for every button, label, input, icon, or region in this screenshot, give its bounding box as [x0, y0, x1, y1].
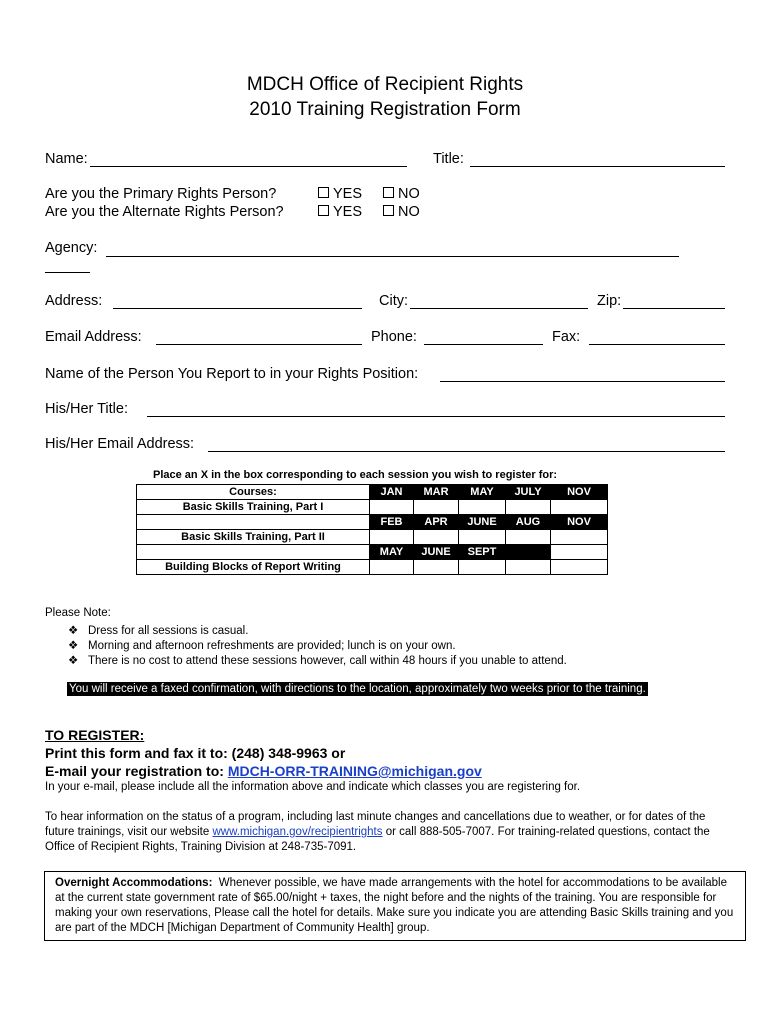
month-header: MAY — [370, 545, 414, 560]
phone-label: Phone: — [371, 329, 417, 345]
name-field[interactable] — [90, 166, 407, 167]
session-checkbox[interactable] — [459, 530, 506, 545]
month-header: JUNE — [414, 545, 459, 560]
notes-heading: Please Note: — [45, 607, 111, 619]
month-header: SEPT — [459, 545, 506, 560]
month-header: NOV — [551, 485, 608, 500]
month-header: AUG — [506, 515, 551, 530]
report-to-label: Name of the Person You Report to in your Rights Position: — [45, 366, 419, 382]
primary-question: Are you the Primary Rights Person? — [45, 186, 277, 202]
register-fax-line: Print this form and fax it to: (248) 348-9963 or — [45, 745, 346, 761]
alternate-question: Are you the Alternate Rights Person? — [45, 204, 284, 220]
spacer-cell — [137, 545, 370, 560]
session-checkbox[interactable] — [551, 500, 608, 515]
zip-field[interactable] — [623, 308, 725, 309]
city-label: City: — [379, 293, 408, 309]
session-checkbox[interactable] — [506, 500, 551, 515]
agency-field[interactable] — [106, 256, 679, 257]
note-item: ❖ Dress for all sessions is casual. — [68, 625, 249, 637]
his-her-email-label: His/Her Email Address: — [45, 436, 195, 452]
note-item: ❖ There is no cost to attend these sessions however, call within 48 hours if you unable to attend. — [68, 655, 567, 667]
form-title: MDCH Office of Recipient Rights — [246, 74, 524, 95]
agency-label: Agency: — [45, 240, 98, 256]
primary-yes-option[interactable]: YES — [318, 186, 362, 202]
fax-label: Fax: — [552, 329, 581, 345]
diamond-bullet-icon: ❖ — [68, 655, 79, 667]
title-label: Title: — [433, 151, 464, 167]
note-item: ❖ Morning and afternoon refreshments are provided; lunch is on your own. — [68, 640, 456, 652]
month-header: MAY — [459, 485, 506, 500]
primary-no-option[interactable]: NO — [383, 186, 420, 202]
session-checkbox[interactable] — [414, 530, 459, 545]
city-field[interactable] — [410, 308, 588, 309]
zip-label: Zip: — [597, 293, 622, 309]
email-label: Email Address: — [45, 329, 142, 345]
session-instruction: Place an X in the box corresponding to each session you wish to register for: — [153, 469, 558, 481]
month-header: NOV — [551, 515, 608, 530]
course-name: Basic Skills Training, Part II — [137, 530, 370, 545]
session-checkbox[interactable] — [551, 530, 608, 545]
alternate-yes-option[interactable]: YES — [318, 204, 362, 220]
month-header: APR — [414, 515, 459, 530]
month-header-blank — [506, 545, 551, 560]
confirmation-banner: You will receive a faxed confirmation, with directions to the location, approximately two weeks prior to the training. — [69, 683, 646, 695]
session-checkbox[interactable] — [506, 530, 551, 545]
checkbox-icon[interactable] — [383, 205, 394, 216]
month-header: JUNE — [459, 515, 506, 530]
his-her-email-field[interactable] — [208, 451, 725, 452]
empty-cell — [551, 545, 608, 560]
month-header: JULY — [506, 485, 551, 500]
website-link[interactable]: www.michigan.gov/recipientrights — [212, 826, 383, 838]
session-checkbox[interactable] — [506, 560, 551, 575]
month-header: FEB — [370, 515, 414, 530]
his-her-title-field[interactable] — [147, 416, 725, 417]
session-checkbox[interactable] — [370, 530, 414, 545]
register-email-line: E-mail your registration to: MDCH-ORR-TRAINING@michigan.gov — [45, 763, 482, 779]
overnight-text: Whenever possible, we have made arrangements with the hotel for accommodations to be available at the current state government rate of $65.00/night + taxes, the night before and the nights of the training. You are responsible for making your own reservations, Please call the hotel for details. Make sure you indicate you are attending Basic Skills training and you are part of the MDCH [Michigan Department of Community Health] group. — [55, 877, 734, 934]
session-checkbox[interactable] — [551, 560, 608, 575]
session-checkbox[interactable] — [459, 560, 506, 575]
register-email-link[interactable]: MDCH-ORR-TRAINING@michigan.gov — [227, 763, 482, 779]
address-field[interactable] — [113, 308, 362, 309]
address-label: Address: — [45, 293, 103, 309]
course-name: Basic Skills Training, Part I — [137, 500, 370, 515]
spacer-cell — [137, 515, 370, 530]
register-heading: TO REGISTER: — [45, 727, 145, 743]
alternate-no-option[interactable]: NO — [383, 204, 420, 220]
month-header: MAR — [414, 485, 459, 500]
diamond-bullet-icon: ❖ — [68, 640, 79, 652]
status-info: To hear information on the status of a program, including last minute changes and cancellations due to weather, or for dates of the future trainings, visit our website www.michigan.gov/recipientrights or call 888-505-7007. For training-related questions, contact the Office of Recipient Rights, Training Division at 248-735-7091. — [45, 811, 710, 853]
checkbox-icon[interactable] — [318, 205, 329, 216]
form-subtitle: 2010 Training Registration Form — [249, 99, 521, 120]
session-checkbox[interactable] — [414, 500, 459, 515]
overnight-label: Overnight Accommodations: — [55, 877, 213, 889]
agency-field-continued[interactable] — [45, 272, 90, 273]
email-field[interactable] — [156, 344, 362, 345]
title-field[interactable] — [470, 166, 725, 167]
name-label: Name: — [45, 151, 88, 167]
session-checkbox[interactable] — [370, 500, 414, 515]
checkbox-icon[interactable] — [318, 187, 329, 198]
month-header: JAN — [370, 485, 414, 500]
fax-field[interactable] — [589, 344, 725, 345]
checkbox-icon[interactable] — [383, 187, 394, 198]
course-name: Building Blocks of Report Writing — [137, 560, 370, 575]
register-email-note: In your e-mail, please include all the information above and indicate which classes you are registering for. — [45, 781, 581, 793]
his-her-title-label: His/Her Title: — [45, 401, 128, 417]
session-table — [136, 484, 608, 575]
phone-field[interactable] — [424, 344, 543, 345]
session-checkbox[interactable] — [414, 560, 459, 575]
courses-header: Courses: — [137, 485, 370, 500]
overnight-box — [44, 871, 746, 941]
session-checkbox[interactable] — [370, 560, 414, 575]
report-to-field[interactable] — [440, 381, 725, 382]
diamond-bullet-icon: ❖ — [68, 625, 79, 637]
session-checkbox[interactable] — [459, 500, 506, 515]
